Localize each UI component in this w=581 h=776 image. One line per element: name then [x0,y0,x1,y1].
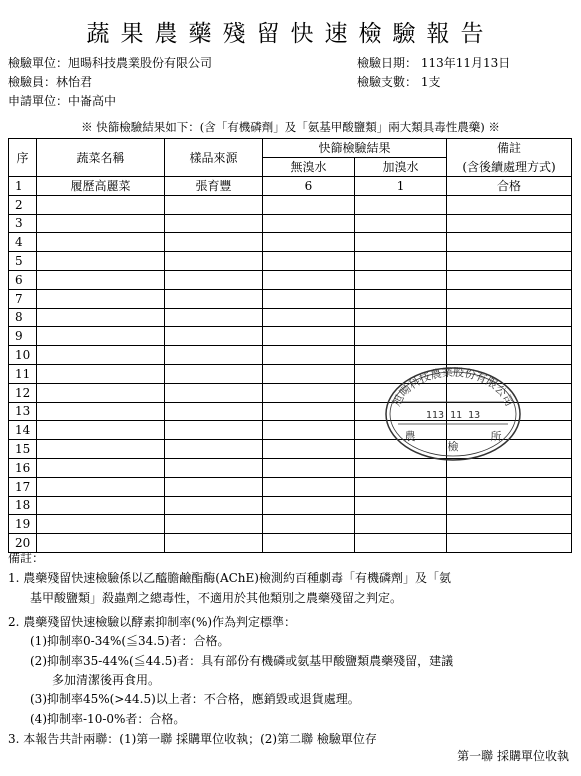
cell-source [165,440,263,459]
seal-right-char: 所 [490,430,502,443]
company-seal [384,366,522,462]
cell-name [37,214,165,233]
cell-no-odor [263,346,355,365]
cell-remark [447,477,572,496]
seal-left-char: 農 [404,430,416,443]
table-row [9,308,572,327]
cell-no-odor [263,383,355,402]
applicant: 申請單位：中崙高中 [8,94,117,108]
cell-source [165,346,263,365]
table-row [9,496,572,515]
cell-source [165,327,263,346]
cell-name [37,195,165,214]
table-heading: ※ 快篩檢驗結果如下：(含「有機磷劑」及「氨基甲酸鹽類」兩大類具毒性農藥) ※ [81,120,500,134]
cell-no-odor [263,477,355,496]
cell-seq: 3 [9,214,37,233]
cell-no-odor [263,534,355,553]
cell-no-odor [263,308,355,327]
cell-name [37,252,165,271]
cell-remark [447,214,572,233]
cell-seq: 19 [9,515,37,534]
table-row [9,233,572,252]
note-1-line-1: 1. 農藥殘留快速檢驗係以乙醯膽鹼酯酶(AChE)檢測約百種劇毒「有機磷劑」及「氨 [8,571,451,585]
cell-with-odor [355,496,447,515]
note-2-item-3: (3)抑制率45%(>44.5)以上者：不合格，應銷毀或退貨處理。 [30,692,360,706]
table-row [9,177,572,196]
cell-name [37,477,165,496]
cell-source [165,270,263,289]
cell-seq: 14 [9,421,37,440]
cell-seq: 10 [9,346,37,365]
cell-source [165,458,263,477]
cell-with-odor [355,327,447,346]
cell-no-odor [263,252,355,271]
cell-name [37,458,165,477]
cell-with-odor [355,346,447,365]
header-remark-top: 備註 [447,139,572,158]
note-2-item-1: (1)抑制率0-34%(≦34.5)者：合格。 [30,634,230,648]
cell-source [165,496,263,515]
test-date: 檢驗日期： 113年11月13日 [357,56,511,70]
cell-seq: 16 [9,458,37,477]
cell-name [37,233,165,252]
cell-with-odor [355,252,447,271]
cell-source [165,233,263,252]
cell-with-odor [355,214,447,233]
cell-source [165,402,263,421]
cell-seq: 7 [9,289,37,308]
table-row [9,327,572,346]
cell-remark [447,289,572,308]
table-row [9,195,572,214]
note-3: 3. 本報告共計兩聯：(1)第一聯 採購單位收執；(2)第二聯 檢驗單位存 [8,732,377,746]
cell-no-odor: 6 [263,177,355,196]
cell-with-odor [355,233,447,252]
cell-source [165,383,263,402]
cell-with-odor [355,195,447,214]
header-no-odor: 無溴水 [263,158,355,177]
cell-source [165,195,263,214]
cell-source [165,214,263,233]
table-row [9,252,572,271]
cell-no-odor [263,421,355,440]
cell-seq: 9 [9,327,37,346]
cell-seq: 4 [9,233,37,252]
header-name: 蔬菜名稱 [37,139,165,177]
cell-no-odor [263,214,355,233]
cell-with-odor [355,289,447,308]
report-title: 蔬果農藥殘留快速檢驗報告 [86,21,495,47]
seal-middle-char: 檢 [447,440,459,453]
cell-source [165,289,263,308]
cell-name [37,440,165,459]
cell-source [165,364,263,383]
table-body [9,177,572,553]
table-row [9,477,572,496]
cell-remark [447,496,572,515]
cell-seq: 18 [9,496,37,515]
cell-name [37,308,165,327]
cell-name: 履歷高麗菜 [37,177,165,196]
cell-seq: 13 [9,402,37,421]
notes-label: 備註： [8,551,45,565]
cell-name [37,534,165,553]
header-seq: 序 [9,139,37,177]
table-row [9,534,572,553]
table-row [9,270,572,289]
cell-no-odor [263,233,355,252]
header-with-odor: 加溴水 [355,158,447,177]
cell-source [165,477,263,496]
cell-with-odor [355,477,447,496]
cell-remark [447,252,572,271]
cell-remark [447,233,572,252]
cell-name [37,402,165,421]
note-1-line-2: 基甲酸鹽類」殺蟲劑之總毒性，不適用於其他類別之農藥殘留之判定。 [30,591,403,605]
cell-name [37,327,165,346]
note-2-item-2-cont: 多加清潔後再食用。 [52,673,161,687]
cell-name [37,289,165,308]
cell-name [37,383,165,402]
test-count: 檢驗支數： 1支 [357,75,441,89]
cell-seq: 5 [9,252,37,271]
header-result-group: 快篩檢驗結果 [263,139,447,158]
cell-seq: 6 [9,270,37,289]
cell-source [165,308,263,327]
cell-no-odor [263,496,355,515]
cell-seq: 12 [9,383,37,402]
cell-with-odor [355,270,447,289]
inspector: 檢驗員：林怡君 [8,75,93,89]
cell-no-odor [263,440,355,459]
note-2-item-2: (2)抑制率35-44%(≦44.5)者：具有部份有機磷或氨基甲酸鹽類農藥殘留，建議 [30,654,454,668]
cell-with-odor: 1 [355,177,447,196]
cell-name [37,496,165,515]
cell-name [37,421,165,440]
table-row [9,515,572,534]
cell-with-odor [355,308,447,327]
cell-no-odor [263,364,355,383]
cell-seq: 8 [9,308,37,327]
cell-source [165,534,263,553]
cell-name [37,270,165,289]
cell-seq: 11 [9,364,37,383]
cell-no-odor [263,458,355,477]
header-remark-bottom: (含後續處理方式) [447,158,572,177]
cell-name [37,515,165,534]
cell-with-odor [355,515,447,534]
copy-label: 第一聯 採購單位收執 [457,749,569,763]
table-row [9,346,572,365]
cell-no-odor [263,195,355,214]
cell-source [165,252,263,271]
cell-source [165,515,263,534]
cell-remark [447,270,572,289]
seal-company-text: 旭暘科技農業股份有限公司 [390,366,516,409]
cell-no-odor [263,515,355,534]
cell-remark [447,308,572,327]
cell-seq: 20 [9,534,37,553]
cell-remark [447,327,572,346]
cell-source: 張育豐 [165,177,263,196]
seal-date: 113 11 13 [425,410,481,421]
cell-no-odor [263,402,355,421]
cell-seq: 1 [9,177,37,196]
header-source: 樣品來源 [165,139,263,177]
cell-no-odor [263,327,355,346]
cell-no-odor [263,289,355,308]
cell-remark [447,534,572,553]
cell-no-odor [263,270,355,289]
cell-seq: 17 [9,477,37,496]
cell-remark [447,515,572,534]
cell-name [37,364,165,383]
cell-with-odor [355,534,447,553]
note-2-line-1: 2. 農藥殘留快速檢驗以酵素抑制率(%)作為判定標準： [8,615,297,629]
results-table [8,138,572,553]
note-2-item-4: (4)抑制率-10-0%者：合格。 [30,712,186,726]
table-row [9,214,572,233]
cell-remark: 合格 [447,177,572,196]
cell-remark [447,346,572,365]
table-row [9,289,572,308]
cell-seq: 2 [9,195,37,214]
lab-unit: 檢驗單位：旭暘科技農業股份有限公司 [8,56,213,70]
cell-source [165,421,263,440]
cell-name [37,346,165,365]
cell-remark [447,195,572,214]
cell-seq: 15 [9,440,37,459]
